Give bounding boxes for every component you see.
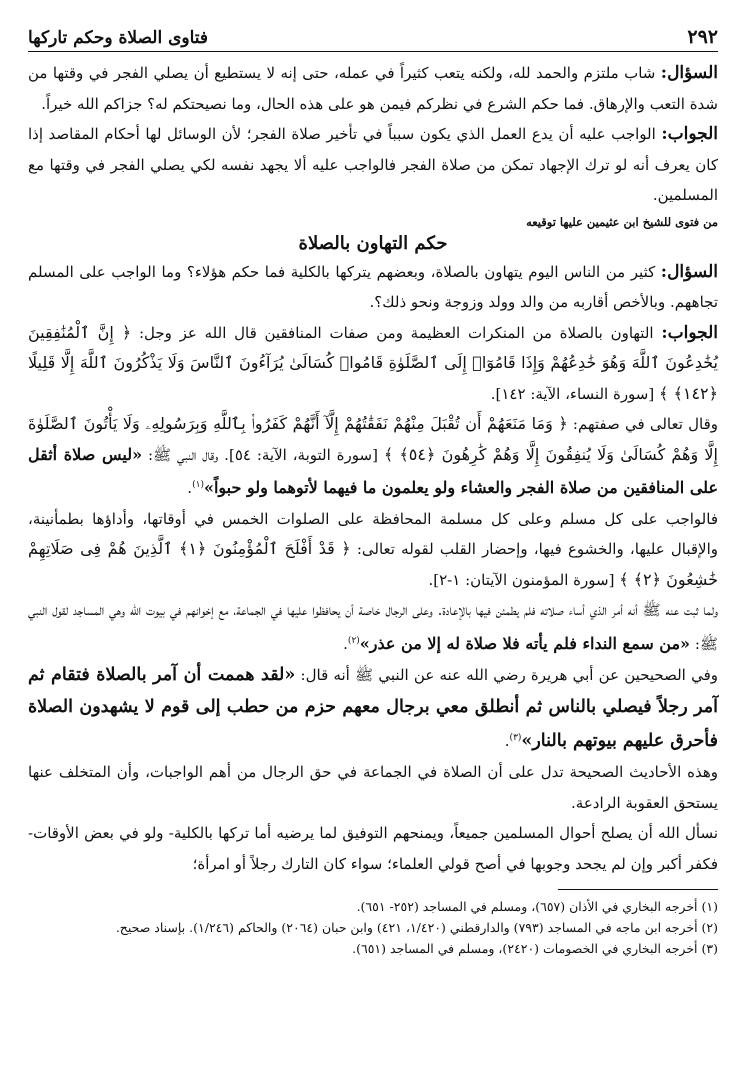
answer-paragraph (28, 504, 718, 596)
page-header (28, 26, 718, 52)
answer-text: الواجب عليه أن يدع العمل الذي يكون سبباً في تأخير صلاة الفجر؛ لأن الوسائل لها أحكام المقاصد إذا كان يعرف أنه لو ترك الإجهاد تمكن من صلاة الفجر فالواجب عليه ألا يجهد نفسه لكي يصلي الفجر في وقتها مع المسلمين. (28, 125, 718, 204)
question-2 (28, 257, 718, 318)
paragraph-text: وقال تعالى في صفتهم: (567, 415, 718, 433)
answer-intro: التهاون بالصلاة من المنكرات العظيمة ومن صفات المنافقين قال الله عز وجل: (131, 323, 662, 342)
footnote-marker[interactable]: (٢) (347, 635, 360, 646)
answer-label: الجواب: (661, 124, 718, 144)
answer-label: الجواب: (661, 322, 718, 343)
footnote-marker[interactable]: (١) (192, 480, 204, 490)
verse-reference: [سورة المؤمنون الآيتان: ١-٢]. (428, 570, 620, 589)
verse-reference: [سورة النساء، الآية: ١٤٢]. (490, 384, 659, 403)
answer-paragraph: نسأل الله أن يصلح أحوال المسلمين جميعاً، ويمنحهم التوفيق لما يرضيه أما تركها بالكلية- ولو في بعض الأوقات- فكفر أكبر وإن لم يجحد وجوبها في أصح قولي العلماء؛ سواء كان التارك رجلاً أو امرأة؛ (28, 824, 718, 873)
paragraph-text: وفي الصحيحين عن أبي هريرة رضي الله عنه عن النبي ﷺ أنه قال: (295, 666, 718, 684)
footnote: (٣) أخرجه البخاري في الخصومات (٢٤٢٠)، ومسلم في المساجد (٦٥١). (352, 941, 718, 956)
question-label: السؤال: (660, 261, 718, 282)
section-title: حكم التهاون بالصلاة (298, 232, 448, 254)
quran-verse: ﴿ إِنَّ ٱلْمُنَٰفِقِينَ يُخَٰدِعُونَ ٱللَّهَ وَهُوَ خَٰدِعُهُمْ وَإِذَا قَامُوٓا۟ إِلَى ٱلصَّلَوٰةِ قَامُوا۟ كُسَالَىٰ يُرَآءُونَ ٱلنَّاسَ وَلَا يَذْكُرُونَ ٱللَّهَ إِلَّا قَلِيلًا ﴿١٤٢﴾ ﴾ (28, 322, 718, 403)
question-text: كثير من الناس اليوم يتهاون بالصلاة، وبعضهم يتركها بالكلية فما حكم هؤلاء؟ وما الواجب على المسلم تجاههم. وبالأخص أقاربه من والد وولد وزوجة ونحو ذلك؟. (28, 262, 718, 311)
verse-reference: [سورة التوبة، الآية: ٥٤]. (218, 445, 384, 464)
answer-1 (28, 119, 718, 211)
book-page (28, 26, 718, 959)
paragraph-text: ولما ثبت عنه ﷺ أنه أمر الذي أساء صلاته فلم يطمئن فيها بالإعادة. وعلى الرجال خاصة أن يحافظوا عليها في الجماعة، مع إخوانهم في بيوت الله وهي المساجد لقول النبي ﷺ: (28, 601, 718, 653)
hadith-quote: «ليس صلاة أثقل على المنافقين من صلاة الفجر والعشاء ولو يعلمون ما فيهما لأتوهما ولو حبواً» (28, 444, 718, 497)
question-1 (28, 58, 718, 119)
hadith-quote: «لقد هممت أن آمر بالصلاة فتقام ثم آمر رجلاً فيصلي بالناس ثم أنطلق معي برجال معهم حزم من حطب إلى قوم لا يشهدون الصلاة فأحرق عليهم بيوتهم بالنار» (28, 665, 718, 751)
answer-paragraph: ولما ثبت عنه ﷺ أنه أمر الذي أساء صلاته فلم يطمئن فيها بالإعادة. وعلى الرجال خاصة أن يحافظوا عليها في الجماعة، مع إخوانهم في بيوت الله وهي المساجد لقول النبي ﷺ: «من سمع النداء فلم يأته فلا صلاة له إلا من عذر»$^{(٢)}$. (28, 601, 718, 653)
page-number: ٢٩٢ (687, 26, 718, 48)
running-title: فتاوى الصلاة وحكم تاركها (28, 28, 209, 48)
question-label: السؤال: (660, 63, 718, 83)
hadith-quote: «من سمع النداء فلم يأته فلا صلاة له إلا من عذر» (359, 633, 691, 653)
answer-paragraph: وهذه الأحاديث الصحيحة تدل على أن الصلاة في الجماعة في حق الرجال من أهم الواجبات، وأن المتخلف عنها يستحق العقوبة الرادعة. (28, 763, 718, 812)
paragraph-text: وقال النبي ﷺ: (142, 445, 219, 464)
footnote: (٢) أخرجه ابن ماجه في المساجد (٧٩٣) والدارقطني (١/٤٢٠، ٤٢١) وابن حبان (٢٠٦٤) والحاكم (١/٢٤٦). بإسناد صحيح. (115, 920, 718, 935)
footnote-marker[interactable]: (٣) (509, 733, 522, 743)
answer-2 (28, 318, 718, 410)
quran-verse: ﴿ وَمَا مَنَعَهُمْ أَن تُقْبَلَ مِنْهُمْ نَفَقَٰتُهُمْ إِلَّآ أَنَّهُمْ كَفَرُوا۟ بِٱللَّهِ وَبِرَسُولِهِۦ وَلَا يَأْتُونَ ٱلصَّلَوٰةَ إِلَّا وَهُمْ كُسَالَىٰ وَلَا يُنفِقُونَ إِلَّا وَهُمْ كَٰرِهُونَ ﴿٥٤﴾ ﴾ (28, 414, 718, 464)
quran-verse: ﴿ قَدْ أَفْلَحَ ٱلْمُؤْمِنُونَ ﴿١﴾ ٱلَّذِينَ هُمْ فِى صَلَاتِهِمْ خَٰشِعُونَ ﴿٢﴾ ﴾ (28, 539, 718, 589)
footnote: (١) أخرجه البخاري في الأذان (٦٥٧)، ومسلم في المساجد (٢٥٢- ٦٥١). (356, 899, 718, 914)
question-text: شاب ملتزم والحمد لله، ولكنه يتعب كثيراً في عمله، حتى إنه لا يستطيع أن يصلي الفجر في وقتها من شدة التعب والإرهاق. فما حكم الشرع في نظركم فيمن هو على هذه الحال، وما نصيحتكم له؟ جزاكم الله خيراً. (28, 64, 718, 113)
answer-paragraph: وفي الصحيحين عن أبي هريرة رضي الله عنه عن النبي ﷺ أنه قال: «لقد هممت أن آمر بالصلاة فتقام ثم آمر رجلاً فيصلي بالناس ثم أنطلق معي برجال معهم حزم من حطب إلى قوم لا يشهدون الصلاة فأحرق عليهم بيوتهم بالنار»$^{(٣)}$. (28, 665, 718, 751)
answer-paragraph: وقال تعالى في صفتهم: ﴿ وَمَا مَنَعَهُمْ أَن تُقْبَلَ مِنْهُمْ نَفَقَٰتُهُمْ إِلَّآ أَنَّهُمْ كَفَرُوا۟ بِٱللَّهِ وَبِرَسُولِهِۦ وَلَا يَأْتُونَ ٱلصَّلَوٰةَ إِلَّا وَهُمْ كُسَالَىٰ وَلَا يُنفِقُونَ إِلَّا وَهُمْ كَٰرِهُونَ ﴿٥٤﴾ ﴾ [سورة التوبة، الآية: ٥٤]. وقال النبي ﷺ: «ليس صلاة أثقل على المنافقين من صلاة الفجر والعشاء ولو يعلمون ما فيهما لأتوهما ولو حبواً»$^{(١)}$. (28, 414, 718, 497)
footnote-divider (558, 889, 718, 890)
paragraph-text: فالواجب على كل مسلم وعلى كل مسلمة المحافظة على الصلوات الخمس في أوقاتها، وأداؤها بطمأنينة، والإقبال عليها، والخشوع فيها، وإحضار القلب لقوله تعالى: (28, 509, 718, 558)
fatwa-source: من فتوى للشيخ ابن عثيمين عليها توقيعه (526, 214, 718, 229)
